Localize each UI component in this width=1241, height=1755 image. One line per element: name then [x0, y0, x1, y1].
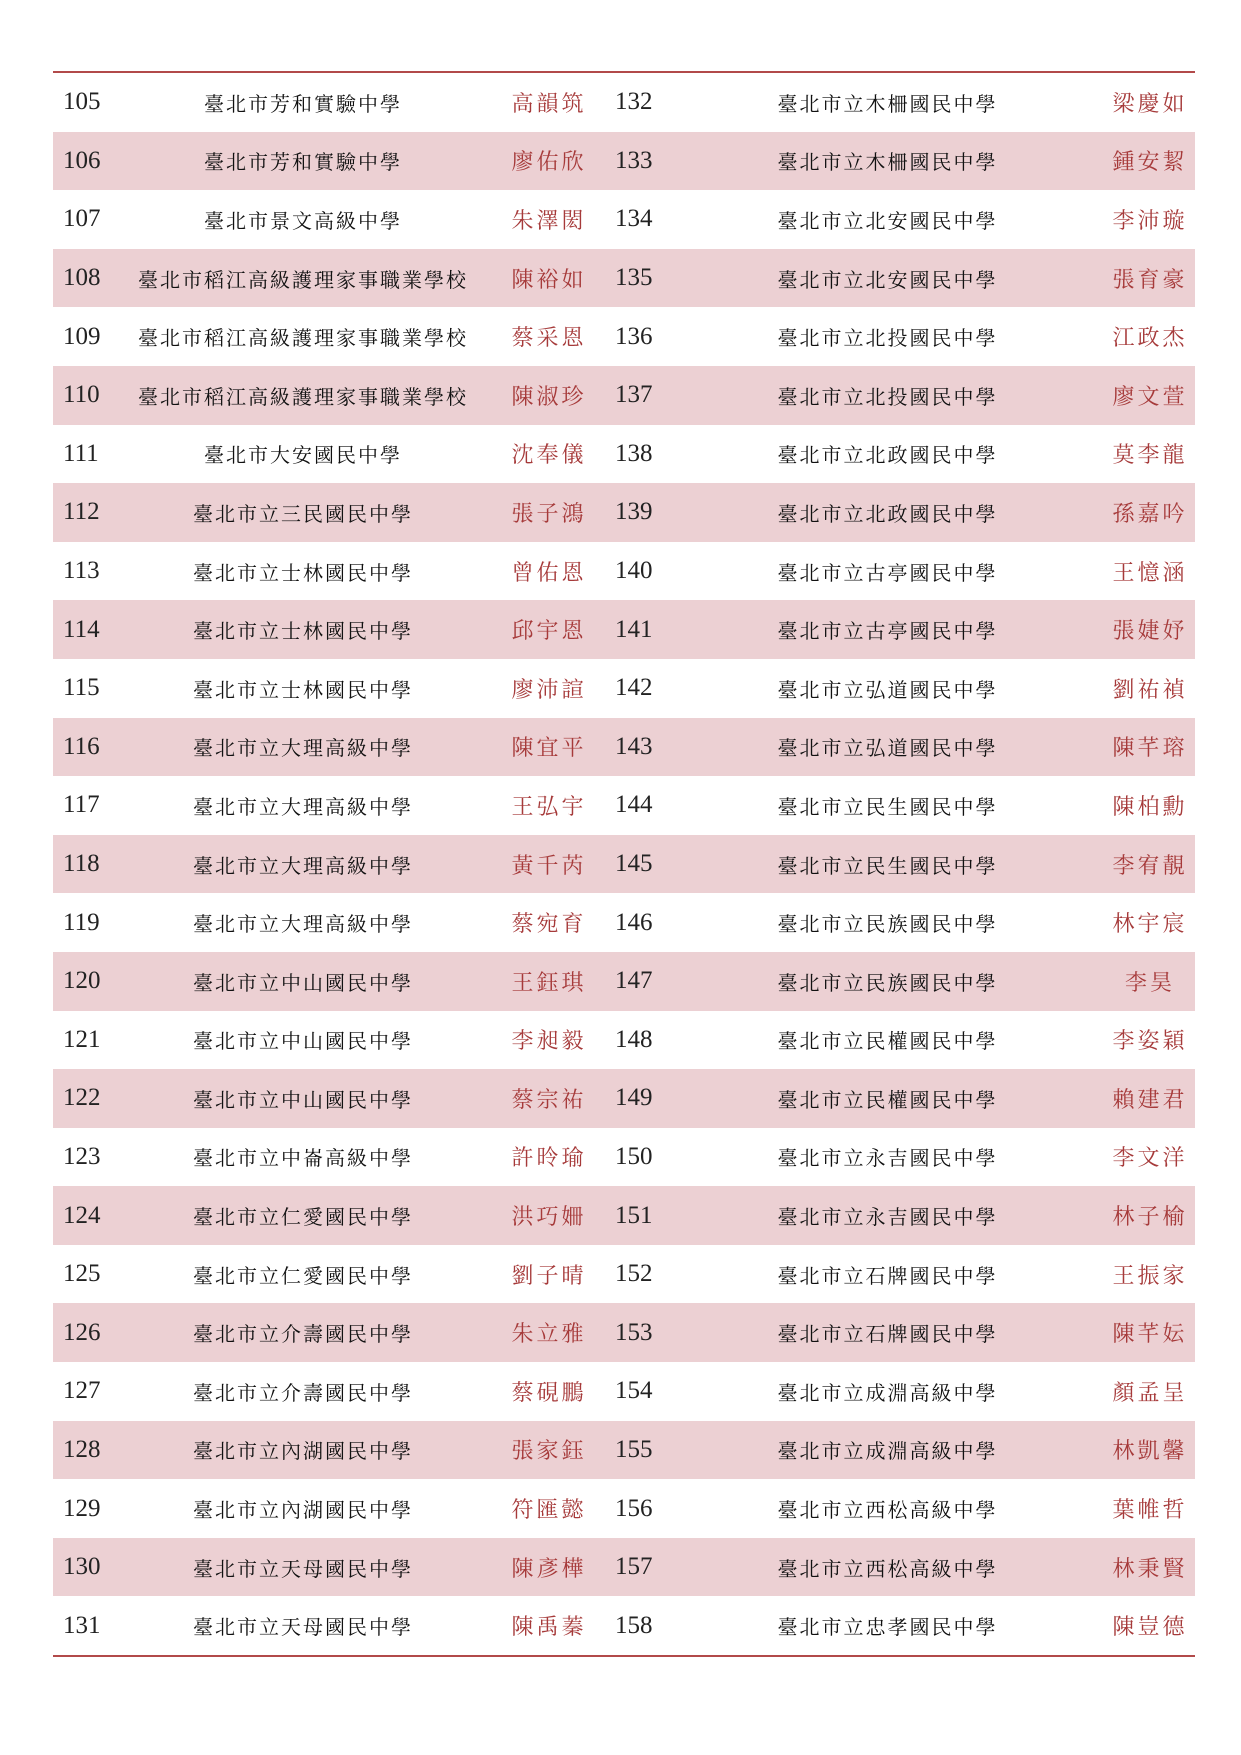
student-name-left: 蔡采恩 — [511, 326, 587, 352]
school-name-left: 臺北市稻江高級護理家事職業學校 — [138, 326, 468, 351]
student-name-right: 鍾安絜 — [1105, 132, 1195, 191]
table-row — [53, 1421, 1195, 1480]
student-name-right: 李文洋 — [1112, 1146, 1188, 1172]
student-name-left: 陳禹蓁 — [511, 1615, 587, 1641]
entry-number-left: 109 — [63, 322, 101, 350]
entry-number-left: 119 — [63, 908, 100, 936]
entry-number-left: 107 — [63, 205, 101, 233]
table-row — [53, 952, 1195, 1011]
table-row — [53, 1011, 1195, 1070]
school-name-left: 臺北市大安國民中學 — [204, 443, 402, 468]
table-row — [53, 1128, 1195, 1187]
student-name-right: 顏孟呈 — [1112, 1380, 1188, 1406]
student-name-right: 陳芊瑢 — [1105, 718, 1195, 777]
roster-body — [53, 73, 1195, 1655]
entry-number-left: 131 — [63, 1611, 101, 1639]
school-name-left: 臺北市立中崙高級中學 — [193, 1146, 413, 1171]
school-name-left: 臺北市立大理高級中學 — [193, 794, 413, 819]
student-name-left: 朱澤閎 — [511, 208, 587, 234]
student-name-right: 梁慶如 — [1112, 91, 1188, 117]
student-name-right: 孫嘉吟 — [1105, 483, 1195, 542]
table-row — [53, 366, 1195, 425]
table-row — [53, 1479, 1195, 1538]
school-name-left: 臺北市立天母國民中學 — [193, 1615, 413, 1640]
entry-number-right: 148 — [615, 1025, 653, 1053]
table-row — [53, 190, 1195, 249]
school-name-right: 臺北市立永吉國民中學 — [777, 1146, 998, 1171]
entry-number-right: 136 — [615, 322, 653, 350]
entry-number-left: 121 — [63, 1025, 101, 1053]
table-row — [53, 1596, 1195, 1655]
student-name-right: 陳豈德 — [1112, 1615, 1188, 1641]
entry-number-right: 133 — [605, 132, 670, 191]
table-row — [53, 542, 1195, 601]
table-row — [53, 1538, 1195, 1597]
roster-sheet — [53, 71, 1195, 1657]
school-name-left: 臺北市立士林國民中學 — [193, 560, 413, 585]
entry-number-left: 115 — [63, 674, 100, 702]
school-name-left: 臺北市稻江高級護理家事職業學校 — [113, 366, 493, 425]
student-name-right: 王憶涵 — [1112, 560, 1188, 586]
table-row — [53, 1362, 1195, 1421]
table-row — [53, 893, 1195, 952]
school-name-right: 臺北市立木柵國民中學 — [670, 132, 1105, 191]
school-name-left: 臺北市立仁愛國民中學 — [113, 1186, 493, 1245]
school-name-left: 臺北市立士林國民中學 — [193, 677, 413, 702]
school-name-left: 臺北市立中山國民中學 — [113, 1069, 493, 1128]
student-name-left: 蔡硯鵬 — [511, 1380, 587, 1406]
entry-number-right: 150 — [615, 1142, 653, 1170]
table-row — [53, 835, 1195, 894]
entry-number-left: 127 — [63, 1377, 101, 1405]
entry-number-left: 105 — [63, 88, 101, 116]
entry-number-right: 153 — [605, 1303, 670, 1362]
entry-number-right: 142 — [615, 674, 653, 702]
school-name-left: 臺北市芳和實驗中學 — [113, 132, 493, 191]
school-name-left: 臺北市立內湖國民中學 — [113, 1421, 493, 1480]
table-row — [53, 1245, 1195, 1304]
student-name-left: 劉子晴 — [511, 1263, 587, 1289]
student-name-left: 洪巧姍 — [493, 1186, 605, 1245]
student-name-left: 王鈺琪 — [493, 952, 605, 1011]
student-name-left: 朱立雅 — [493, 1303, 605, 1362]
student-name-left: 張子鴻 — [493, 483, 605, 542]
student-name-left: 曾佑恩 — [511, 560, 587, 586]
student-name-left: 張家鈺 — [493, 1421, 605, 1480]
entry-number-right: 137 — [605, 366, 670, 425]
student-name-right: 賴建君 — [1105, 1069, 1195, 1128]
entry-number-right: 154 — [615, 1377, 653, 1405]
student-name-left: 沈奉儀 — [511, 443, 587, 469]
student-name-left: 陳宜平 — [493, 718, 605, 777]
student-name-right: 李宥靚 — [1105, 835, 1195, 894]
entry-number-left: 125 — [63, 1260, 101, 1288]
school-name-right: 臺北市立永吉國民中學 — [670, 1186, 1105, 1245]
student-name-right: 廖文萱 — [1105, 366, 1195, 425]
table-row — [53, 1303, 1195, 1362]
entry-number-left: 108 — [53, 249, 113, 308]
student-name-left: 黃千芮 — [493, 835, 605, 894]
student-name-right: 劉祐禎 — [1112, 677, 1188, 703]
table-row — [53, 600, 1195, 659]
school-name-left: 臺北市立內湖國民中學 — [193, 1498, 413, 1523]
school-name-right: 臺北市立北投國民中學 — [777, 326, 998, 351]
student-name-left: 邱宇恩 — [493, 600, 605, 659]
school-name-left: 臺北市立介壽國民中學 — [113, 1303, 493, 1362]
entry-number-left: 111 — [63, 439, 99, 467]
student-name-left: 李昶毅 — [511, 1029, 587, 1055]
entry-number-right: 152 — [615, 1260, 653, 1288]
entry-number-right: 140 — [615, 557, 653, 585]
school-name-right: 臺北市立成淵高級中學 — [777, 1380, 998, 1405]
school-name-left: 臺北市稻江高級護理家事職業學校 — [113, 249, 493, 308]
student-name-left: 廖佑欣 — [493, 132, 605, 191]
entry-number-left: 117 — [63, 791, 100, 819]
entry-number-right: 135 — [605, 249, 670, 308]
school-name-right: 臺北市立民權國民中學 — [670, 1069, 1105, 1128]
table-row — [53, 1186, 1195, 1245]
school-name-right: 臺北市立弘道國民中學 — [777, 677, 998, 702]
student-name-left: 符匯懿 — [511, 1498, 587, 1524]
table-row — [53, 659, 1195, 718]
student-name-right: 王振家 — [1112, 1263, 1188, 1289]
student-name-right: 陳柏勳 — [1112, 794, 1188, 820]
entry-number-right: 144 — [615, 791, 653, 819]
student-name-left: 陳裕如 — [493, 249, 605, 308]
student-name-left: 蔡宛育 — [511, 912, 587, 938]
school-name-right: 臺北市立民生國民中學 — [670, 835, 1105, 894]
table-row — [53, 718, 1195, 777]
school-name-right: 臺北市立古亭國民中學 — [777, 560, 998, 585]
entry-number-left: 126 — [53, 1303, 113, 1362]
entry-number-right: 151 — [605, 1186, 670, 1245]
student-name-left: 高韻筑 — [511, 91, 587, 117]
entry-number-left: 124 — [53, 1186, 113, 1245]
school-name-right: 臺北市立弘道國民中學 — [670, 718, 1105, 777]
student-name-right: 張婕妤 — [1105, 600, 1195, 659]
school-name-right: 臺北市立民族國民中學 — [670, 952, 1105, 1011]
school-name-left: 臺北市立天母國民中學 — [113, 1538, 493, 1597]
entry-number-right: 147 — [605, 952, 670, 1011]
table-row — [53, 73, 1195, 132]
student-name-right: 莫李龍 — [1112, 443, 1188, 469]
entry-number-left: 112 — [53, 483, 113, 542]
school-name-left: 臺北市立大理高級中學 — [113, 718, 493, 777]
entry-number-right: 156 — [615, 1494, 653, 1522]
table-row — [53, 132, 1195, 191]
student-name-right: 江政杰 — [1112, 326, 1188, 352]
entry-number-right: 141 — [605, 600, 670, 659]
school-name-left: 臺北市景文高級中學 — [204, 208, 402, 233]
school-name-left: 臺北市立介壽國民中學 — [193, 1380, 413, 1405]
student-name-left: 廖沛諠 — [511, 677, 587, 703]
entry-number-right: 155 — [605, 1421, 670, 1480]
school-name-right: 臺北市立西松高級中學 — [670, 1538, 1105, 1597]
school-name-right: 臺北市立成淵高級中學 — [670, 1421, 1105, 1480]
entry-number-right: 158 — [615, 1611, 653, 1639]
student-name-right: 林子榆 — [1105, 1186, 1195, 1245]
entry-number-right: 143 — [605, 718, 670, 777]
student-name-right: 李姿穎 — [1112, 1029, 1188, 1055]
school-name-right: 臺北市立古亭國民中學 — [670, 600, 1105, 659]
roster-table — [53, 73, 1195, 1655]
student-name-right: 李沛璇 — [1112, 208, 1188, 234]
school-name-right: 臺北市立北政國民中學 — [777, 443, 998, 468]
entry-number-left: 123 — [63, 1142, 101, 1170]
table-row — [53, 425, 1195, 484]
entry-number-left: 110 — [53, 366, 113, 425]
student-name-right: 林宇宸 — [1112, 912, 1188, 938]
entry-number-right: 132 — [615, 88, 653, 116]
student-name-right: 李昊 — [1105, 952, 1195, 1011]
entry-number-right: 157 — [605, 1538, 670, 1597]
school-name-right: 臺北市立西松高級中學 — [777, 1498, 998, 1523]
student-name-left: 陳彥樺 — [493, 1538, 605, 1597]
entry-number-left: 130 — [53, 1538, 113, 1597]
student-name-left: 蔡宗祐 — [493, 1069, 605, 1128]
entry-number-left: 114 — [53, 600, 113, 659]
entry-number-left: 122 — [53, 1069, 113, 1128]
school-name-right: 臺北市立民生國民中學 — [777, 794, 998, 819]
student-name-right: 張育豪 — [1105, 249, 1195, 308]
entry-number-right: 145 — [605, 835, 670, 894]
school-name-left: 臺北市立大理高級中學 — [193, 912, 413, 937]
entry-number-right: 146 — [615, 908, 653, 936]
table-row — [53, 1069, 1195, 1128]
school-name-right: 臺北市立石牌國民中學 — [670, 1303, 1105, 1362]
entry-number-left: 116 — [53, 718, 113, 777]
school-name-left: 臺北市立中山國民中學 — [193, 1029, 413, 1054]
school-name-left: 臺北市立三民國民中學 — [113, 483, 493, 542]
school-name-left: 臺北市立仁愛國民中學 — [193, 1263, 413, 1288]
school-name-left: 臺北市芳和實驗中學 — [204, 91, 402, 116]
student-name-right: 陳芊妘 — [1105, 1303, 1195, 1362]
student-name-right: 林秉賢 — [1105, 1538, 1195, 1597]
entry-number-left: 120 — [53, 952, 113, 1011]
entry-number-right: 139 — [605, 483, 670, 542]
school-name-left: 臺北市立中山國民中學 — [113, 952, 493, 1011]
school-name-right: 臺北市立木柵國民中學 — [777, 91, 998, 116]
student-name-right: 林凱馨 — [1105, 1421, 1195, 1480]
student-name-left: 王弘宇 — [511, 794, 587, 820]
table-row — [53, 776, 1195, 835]
school-name-right: 臺北市立忠孝國民中學 — [777, 1615, 998, 1640]
entry-number-left: 129 — [63, 1494, 101, 1522]
table-row — [53, 249, 1195, 308]
school-name-right: 臺北市立石牌國民中學 — [777, 1263, 998, 1288]
student-name-left: 許昤瑜 — [511, 1146, 587, 1172]
school-name-left: 臺北市立大理高級中學 — [113, 835, 493, 894]
school-name-right: 臺北市立北投國民中學 — [670, 366, 1105, 425]
entry-number-left: 106 — [53, 132, 113, 191]
entry-number-left: 128 — [53, 1421, 113, 1480]
student-name-right: 葉帷哲 — [1112, 1498, 1188, 1524]
school-name-right: 臺北市立民權國民中學 — [777, 1029, 998, 1054]
entry-number-right: 149 — [605, 1069, 670, 1128]
entry-number-left: 113 — [63, 557, 100, 585]
school-name-right: 臺北市立北安國民中學 — [670, 249, 1105, 308]
school-name-right: 臺北市立民族國民中學 — [777, 912, 998, 937]
school-name-right: 臺北市立北安國民中學 — [777, 208, 998, 233]
entry-number-left: 118 — [53, 835, 113, 894]
table-row — [53, 307, 1195, 366]
bottom-rule — [53, 1655, 1195, 1657]
entry-number-right: 134 — [615, 205, 653, 233]
school-name-right: 臺北市立北政國民中學 — [670, 483, 1105, 542]
table-row — [53, 483, 1195, 542]
student-name-left: 陳淑珍 — [493, 366, 605, 425]
entry-number-right: 138 — [615, 439, 653, 467]
school-name-left: 臺北市立士林國民中學 — [113, 600, 493, 659]
